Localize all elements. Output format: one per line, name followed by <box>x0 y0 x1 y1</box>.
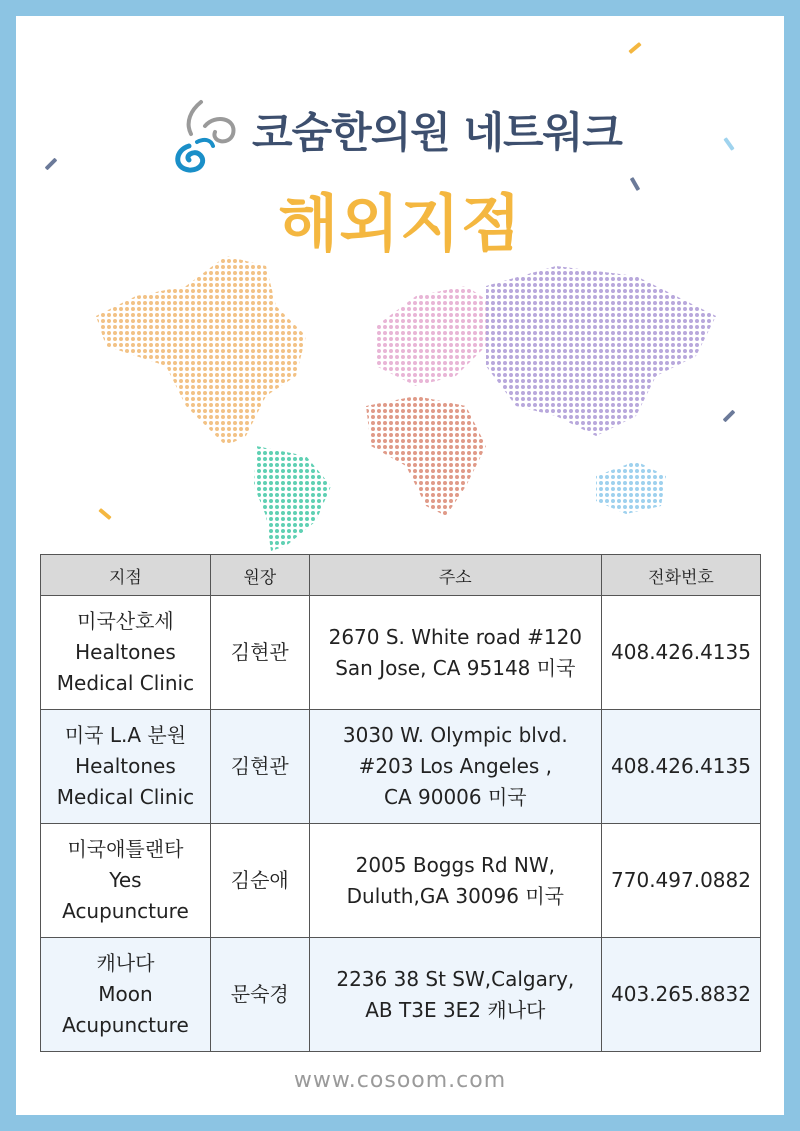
director-cell: 김현관 <box>210 596 309 710</box>
address-line: San Jose, CA 95148 미국 <box>335 655 576 680</box>
address-line: 2005 Boggs Rd NW, <box>355 852 556 877</box>
confetti-decoration <box>723 137 734 151</box>
branch-line: Yes <box>109 868 142 892</box>
phone-cell: 408.426.4135 <box>602 596 761 710</box>
brand-title: 코숨한의원 네트워크 <box>252 108 622 157</box>
address-line: AB T3E 3E2 캐나다 <box>365 997 546 1022</box>
address-cell <box>309 710 601 824</box>
region-asia <box>486 266 716 436</box>
branch-line: Healtones <box>75 754 176 778</box>
page-title: 해외지점 <box>278 187 522 260</box>
table-row <box>41 596 761 710</box>
confetti-decoration <box>628 42 641 54</box>
director-cell: 김현관 <box>210 710 309 824</box>
branch-cell <box>41 710 211 824</box>
confetti-decoration <box>45 158 58 171</box>
poster <box>16 16 784 1115</box>
address-line: 2236 38 St SW,Calgary, <box>336 966 575 991</box>
branch-line: Acupuncture <box>62 899 189 923</box>
phone-cell: 408.426.4135 <box>602 710 761 824</box>
address-cell <box>309 596 601 710</box>
branch-line: 미국 L.A 분원 <box>64 723 187 747</box>
director-cell: 문숙경 <box>210 938 309 1052</box>
branch-line: Medical Clinic <box>56 671 195 695</box>
branch-cell <box>41 824 211 938</box>
address-line: Duluth,GA 30096 미국 <box>346 883 564 908</box>
director-cell: 김순애 <box>210 824 309 938</box>
region-africa <box>366 396 486 516</box>
region-north-america <box>96 256 306 446</box>
branch-cell <box>41 938 211 1052</box>
address-line: 3030 W. Olympic blvd. <box>342 723 568 747</box>
table-row <box>41 824 761 938</box>
column-header-branch: 지점 <box>41 555 211 596</box>
branch-cell <box>41 596 211 710</box>
column-header-director: 원장 <box>210 555 309 596</box>
swirl-logo-icon <box>171 96 243 176</box>
branch-line: 미국애틀랜타 <box>67 837 184 861</box>
phone-cell: 770.497.0882 <box>602 824 761 938</box>
branch-line: 미국산호세 <box>77 609 174 633</box>
branch-line: Moon <box>98 982 153 1006</box>
region-south-america <box>254 446 331 551</box>
region-oceania <box>596 461 666 514</box>
table-row <box>41 938 761 1052</box>
branch-line: Healtones <box>75 640 176 664</box>
address-line: CA 90006 미국 <box>384 785 527 809</box>
address-line: #203 Los Angeles , <box>358 754 553 778</box>
world-map-icon <box>76 246 736 556</box>
website-link[interactable]: www.cosoom.com <box>293 1068 507 1093</box>
address-cell <box>309 824 601 938</box>
branch-line: Acupuncture <box>62 1013 189 1037</box>
region-europe <box>376 286 496 386</box>
table-header-row <box>41 555 761 596</box>
branch-table <box>40 554 761 1052</box>
address-cell <box>309 938 601 1052</box>
branch-line: 캐나다 <box>96 951 155 975</box>
column-header-address: 주소 <box>309 555 601 596</box>
column-header-phone: 전화번호 <box>602 555 761 596</box>
table-row <box>41 710 761 824</box>
branch-line: Medical Clinic <box>56 785 195 809</box>
phone-cell: 403.265.8832 <box>602 938 761 1052</box>
address-line: 2670 S. White road #120 <box>328 624 583 649</box>
